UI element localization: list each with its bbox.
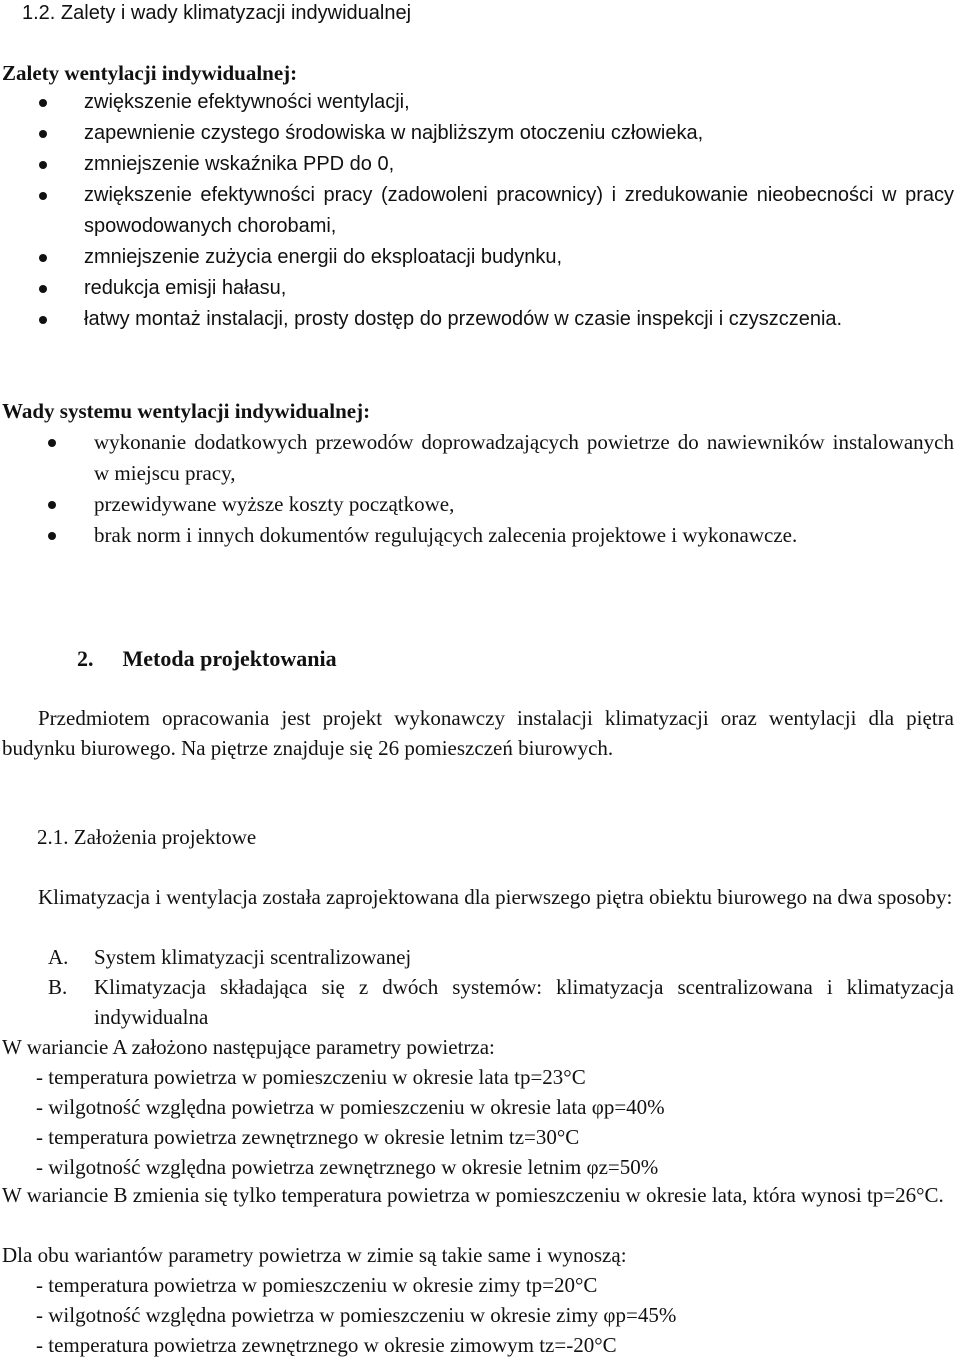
- list-item: - temperatura powietrza w pomieszczeniu w okresie zimy tp=20°C: [36, 1273, 598, 1297]
- section-1-2-heading: 1.2. Zalety i wady klimatyzacji indywidualnej: [22, 2, 412, 24]
- bullet-icon: [39, 99, 47, 107]
- section-2-number: 2.: [77, 646, 94, 671]
- section-2-title: Metoda projektowania: [122, 646, 337, 671]
- option-text: Klimatyzacja składająca się z dwóch systemów: klimatyzacja scentralizowana i klimatyzacja indywidualna: [94, 975, 954, 1029]
- winter-params: [36, 1270, 936, 1360]
- pros-list: [84, 87, 954, 335]
- bullet-icon: [48, 439, 56, 447]
- list-item: brak norm i innych dokumentów regulujących zalecenia projektowe i wykonawcze.: [94, 520, 954, 551]
- list-item: zwiększenie efektywności wentylacji,: [84, 87, 954, 118]
- option-letter: A.: [48, 945, 69, 969]
- bullet-icon: [39, 192, 47, 200]
- list-item: [48, 942, 954, 972]
- list-item: łatwy montaż instalacji, prosty dostęp do przewodów w czasie inspekcji i czyszczenia.: [84, 304, 954, 335]
- section-2-1-paragraph: Klimatyzacja i wentylacja została zaprojektowana dla pierwszego piętra obiektu biurowego na dwa sposoby:: [38, 885, 953, 909]
- bullet-icon: [39, 130, 47, 138]
- list-item: - wilgotność względna powietrza w pomieszczeniu w okresie lata φp=40%: [36, 1095, 665, 1119]
- list-item: - wilgotność względna powietrza w pomieszczeniu w okresie zimy φp=45%: [36, 1303, 677, 1327]
- variant-b-paragraph: W wariancie B zmienia się tylko temperatura powietrza w pomieszczeniu w okresie lata, która wynosi tp=26°C.: [2, 1183, 944, 1207]
- section-2-1-heading: 2.1. Założenia projektowe: [37, 825, 257, 849]
- list-item: zwiększenie efektywności pracy (zadowoleni pracownicy) i zredukowanie nieobecności w pracy spowodowanych chorobami,: [84, 180, 954, 242]
- bullet-icon: [39, 285, 47, 293]
- bullet-icon: [48, 532, 56, 540]
- list-item: - temperatura powietrza w pomieszczeniu w okresie lata tp=23°C: [36, 1065, 586, 1089]
- bullet-icon: [39, 254, 47, 262]
- bullet-icon: [39, 161, 47, 169]
- section-2-paragraph: Przedmiotem opracowania jest projekt wykonawczy instalacji klimatyzacji oraz wentylacji dla piętra budynku biurowego. Na piętrze znajduje się 26 pomieszczeń biurowych.: [2, 706, 954, 760]
- bullet-icon: [48, 501, 56, 509]
- list-item: zmniejszenie wskaźnika PPD do 0,: [84, 149, 954, 180]
- winter-intro: Dla obu wariantów parametry powietrza w zimie są takie same i wynoszą:: [2, 1243, 627, 1267]
- cons-heading: Wady systemu wentylacji indywidualnej:: [2, 399, 371, 423]
- list-item: [48, 972, 954, 1032]
- variant-a-params: [36, 1062, 936, 1182]
- variant-a-intro: W wariancie A założono następujące parametry powietrza:: [2, 1035, 495, 1059]
- options-list: [48, 942, 954, 1032]
- section-2-heading: [77, 644, 337, 674]
- cons-list: [94, 427, 954, 551]
- list-item: - temperatura powietrza zewnętrznego w okresie zimowym tz=-20°C: [36, 1333, 617, 1357]
- pros-heading: Zalety wentylacji indywidualnej:: [2, 61, 298, 85]
- list-item: - temperatura powietrza zewnętrznego w okresie letnim tz=30°C: [36, 1125, 580, 1149]
- option-text: System klimatyzacji scentralizowanej: [94, 945, 412, 969]
- bullet-icon: [39, 316, 47, 324]
- list-item: - wilgotność względna powietrza zewnętrznego w okresie letnim φz=50%: [36, 1155, 659, 1179]
- list-item: przewidywane wyższe koszty początkowe,: [94, 489, 954, 520]
- list-item: zapewnienie czystego środowiska w najbliższym otoczeniu człowieka,: [84, 118, 954, 149]
- list-item: wykonanie dodatkowych przewodów doprowadzających powietrze do nawiewników instalowanych w miejscu pracy,: [94, 427, 954, 489]
- option-letter: B.: [48, 975, 68, 999]
- list-item: zmniejszenie zużycia energii do eksploatacji budynku,: [84, 242, 954, 273]
- list-item: redukcja emisji hałasu,: [84, 273, 954, 304]
